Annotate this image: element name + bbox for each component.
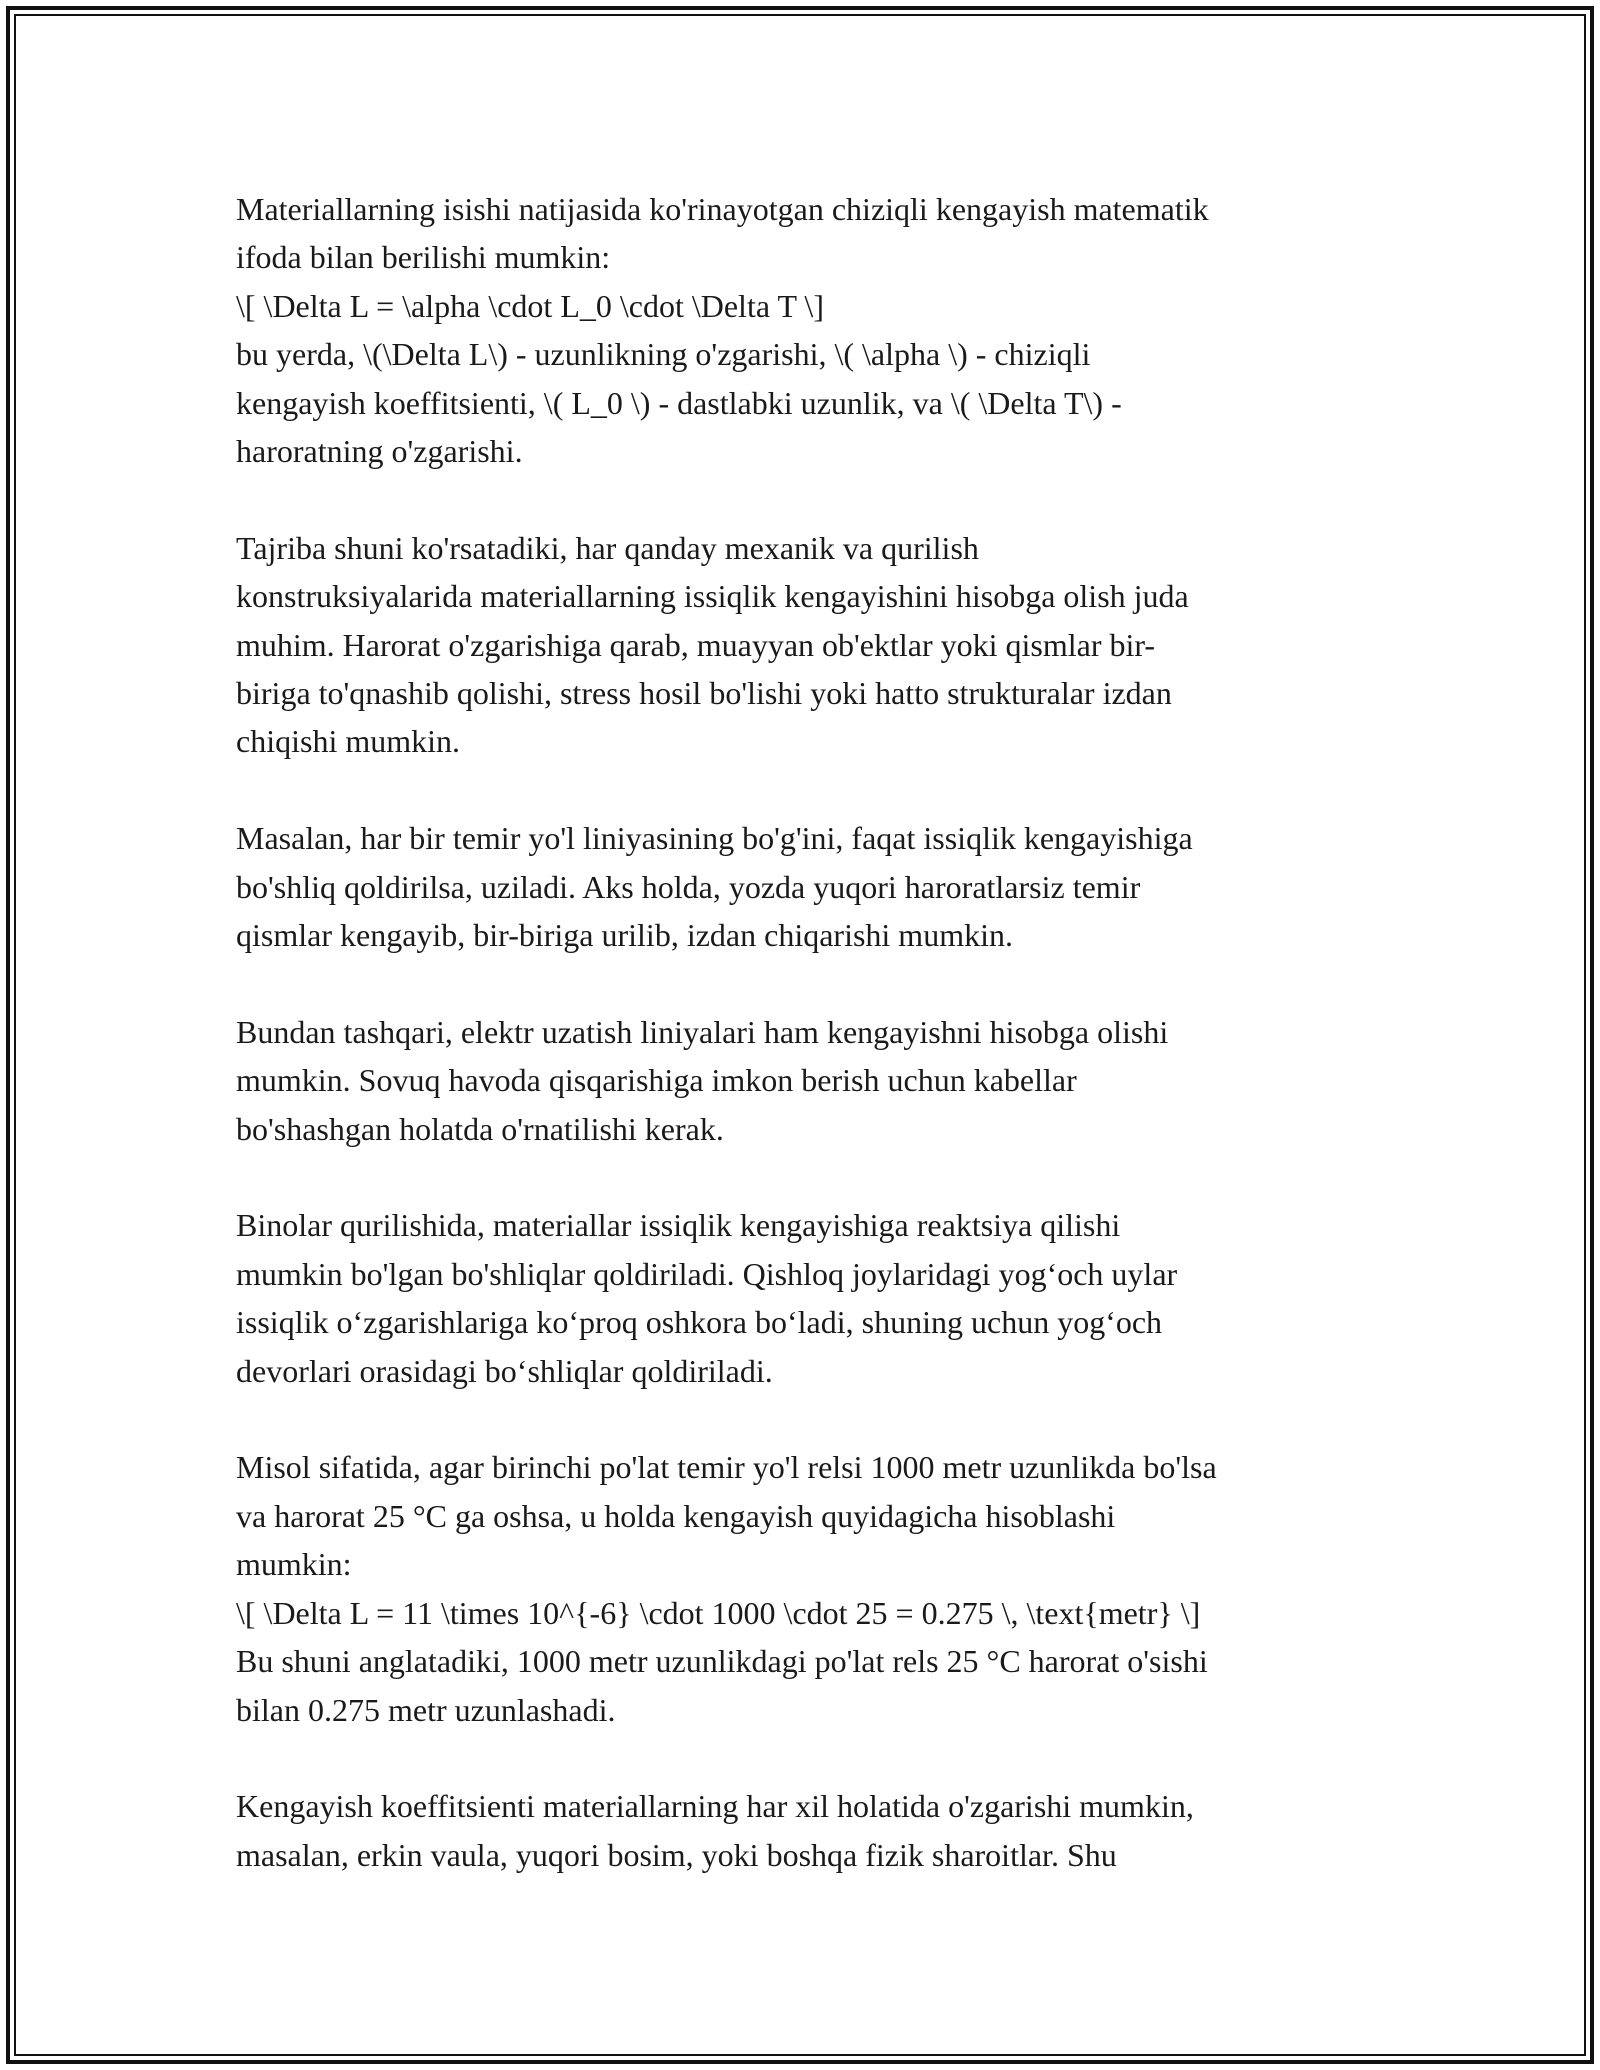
text-line: bo'shliq qoldirilsa, uziladi. Aks holda, yozda yuqori haroratlarsiz temir — [236, 868, 1141, 905]
text-line: konstruksiyalarida materiallarning issiqlik kengayishini hisobga olish juda — [236, 578, 1189, 615]
text-line: Kengayish koeffitsienti materiallarning har xil holatida o'zgarishi mumkin, — [236, 1788, 1194, 1825]
text-line: bilan 0.275 metr uzunlashadi. — [236, 1691, 616, 1728]
text-line: Masalan, har bir temir yo'l liniyasining bo'g'ini, faqat issiqlik kengayishiga — [236, 820, 1193, 857]
text-line: chiqishi mumkin. — [236, 723, 460, 760]
text-line: Bu shuni anglatadiki, 1000 metr uzunlikdagi po'lat rels 25 °C harorat o'sishi — [236, 1643, 1208, 1680]
text-line: devorlari orasidagi bo‘shliqlar qoldiriladi. — [236, 1352, 773, 1389]
document-body — [236, 185, 1366, 1928]
text-line: haroratning o'zgarishi. — [236, 433, 523, 470]
text-line: kengayish koeffitsienti, \( L_0 \) - dastlabki uzunlik, va \( \Delta T\) - — [236, 384, 1122, 421]
paragraph-experience — [236, 524, 1366, 766]
text-line: bu yerda, \(\Delta L\) - uzunlikning o'zgarishi, \( \alpha \) - chiziqli — [236, 336, 1091, 373]
text-line: Misol sifatida, agar birinchi po'lat temir yo'l relsi 1000 metr uzunlikda bo'lsa — [236, 1449, 1217, 1486]
paragraph-buildings — [236, 1201, 1366, 1395]
text-line: qismlar kengayib, bir-biriga urilib, izdan chiqarishi mumkin. — [236, 917, 1013, 954]
text-line: Tajriba shuni ko'rsatadiki, har qanday mexanik va qurilish — [236, 529, 979, 566]
paragraph-power-lines — [236, 1008, 1366, 1153]
text-line: bo'shashgan holatda o'rnatilishi kerak. — [236, 1110, 724, 1147]
text-line: Bundan tashqari, elektr uzatish liniyalari ham kengayishni hisobga olishi — [236, 1013, 1169, 1050]
formula-line: \[ \Delta L = 11 \times 10^{-6} \cdot 1000 \cdot 25 = 0.275 \, \text{metr} \] — [236, 1594, 1201, 1631]
text-line: mumkin: — [236, 1546, 352, 1583]
text-line: va harorat 25 °C ga oshsa, u holda kengayish quyidagicha hisoblashi — [236, 1497, 1116, 1534]
text-line: masalan, erkin vaula, yuqori bosim, yoki boshqa fizik sharoitlar. Shu — [236, 1836, 1117, 1873]
paragraph-linear-expansion-formula — [236, 185, 1366, 475]
paragraph-worked-example — [236, 1443, 1366, 1733]
text-line: Materiallarning isishi natijasida ko'rinayotgan chiziqli kengayish matematik — [236, 191, 1209, 227]
text-line: biriga to'qnashib qolishi, stress hosil bo'lishi yoki hatto strukturalar izdan — [236, 675, 1172, 712]
text-line: mumkin. Sovuq havoda qisqarishiga imkon berish uchun kabellar — [236, 1062, 1077, 1099]
text-line: issiqlik o‘zgarishlariga ko‘proq oshkora bo‘ladi, shuning uchun yog‘och — [236, 1304, 1163, 1341]
paragraph-coefficient — [236, 1782, 1366, 1879]
text-line: ifoda bilan berilishi mumkin: — [236, 239, 611, 276]
text-line: Binolar qurilishida, materiallar issiqlik kengayishiga reaktsiya qilishi — [236, 1207, 1121, 1244]
text-line: muhim. Harorat o'zgarishiga qarab, muayyan ob'ektlar yoki qismlar bir- — [236, 626, 1156, 663]
text-line: mumkin bo'lgan bo'shliqlar qoldiriladi. Qishloq joylaridagi yog‘och uylar — [236, 1255, 1178, 1292]
paragraph-railway-example — [236, 814, 1366, 959]
formula-line: \[ \Delta L = \alpha \cdot L_0 \cdot \Delta T \] — [236, 287, 824, 324]
